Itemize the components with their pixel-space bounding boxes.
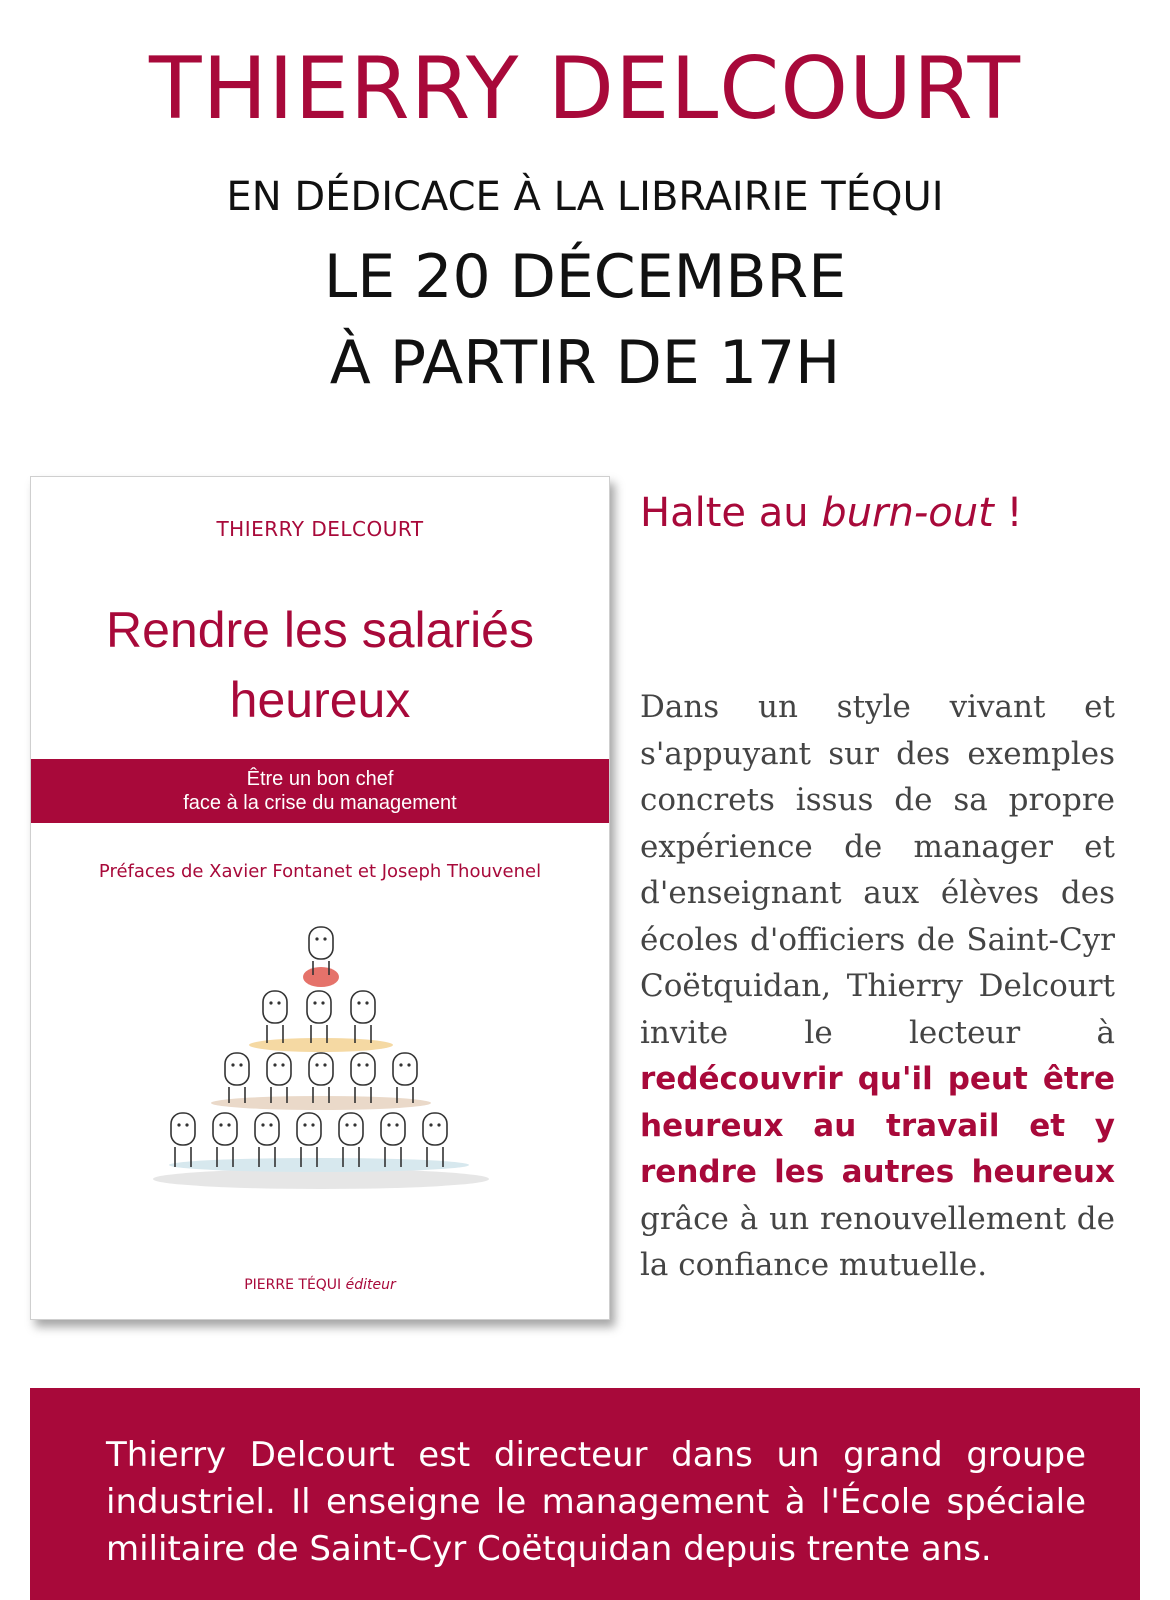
book-cover-subtitle-band [31,759,609,823]
book-cover-prefaces: Préfaces de Xavier Fontanet et Joseph Thouvenel [98,861,542,882]
book-cover [30,476,610,1320]
author-bio-text: Thierry Delcourt est directeur dans un grand groupe industriel. Il enseigne le management à l'École spéciale militaire de Saint-Cyr Coëtquidan depuis trente ans. [106,1435,1086,1569]
description-highlight: redécouvrir qu'il peut être heureux au travail et y rendre les autres heureux [640,1061,1115,1190]
description-outro: grâce à un renouvellement de la confiance mutuelle. [640,1200,1115,1283]
book-subtitle-line-2: face à la crise du management [183,792,457,814]
tagline [640,490,1120,536]
event-time: À PARTIR DE 17H [329,328,841,398]
publisher-suffix: éditeur [345,1277,396,1293]
book-title-line-1: Rendre les salariés [106,602,534,658]
event-date: LE 20 DÉCEMBRE [323,242,847,312]
author-bio-panel [30,1388,1140,1600]
event-line: EN DÉDICACE À LA LIBRAIRIE TÉQUI [226,174,944,220]
book-cover-author: THIERRY DELCOURT [216,517,424,541]
page-title: THIERRY DELCOURT [149,39,1021,139]
book-cover-publisher [31,1277,609,1293]
tagline-suffix: ! [993,490,1023,536]
tagline-prefix: Halte au [640,490,822,536]
book-description [640,684,1115,1289]
people-pyramid-illustration [141,917,501,1217]
book-cover-title [31,595,609,735]
tagline-emphasis: burn-out [821,490,994,536]
book-subtitle-line-1: Être un bon chef [246,768,394,790]
book-title-line-2: heureux [229,672,411,728]
description-intro: Dans un style vivant et s'appuyant sur des exemples concrets issus de sa propre expérience de manager et d'enseignant aux élèves des écoles d'officiers de Saint-Cyr Coëtquidan, Thierry Delcourt invite le lecteur à [640,689,1115,1051]
publisher-name: PIERRE TÉQUI [244,1277,342,1293]
